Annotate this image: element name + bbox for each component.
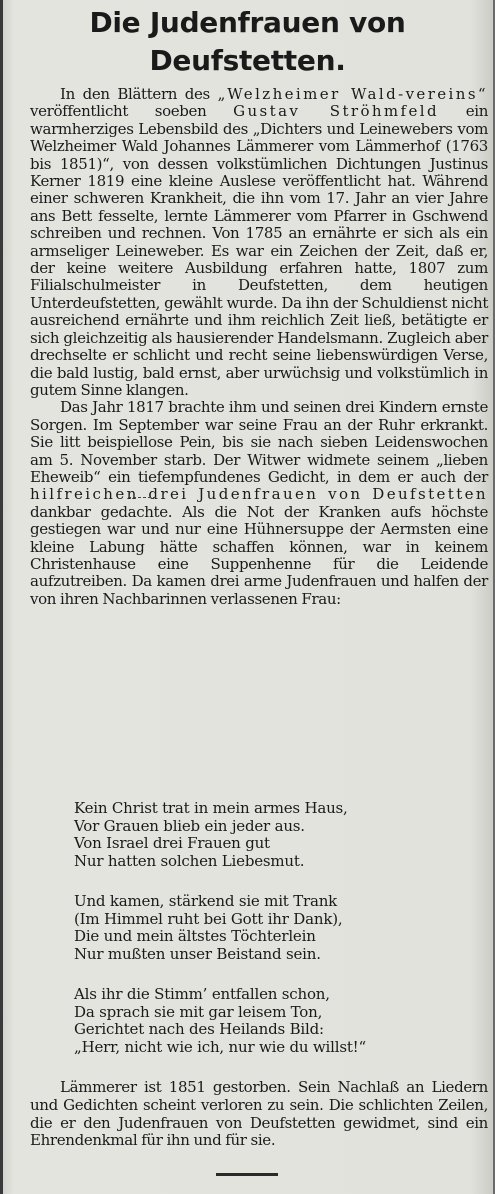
poem-line: Kein Christ trat in mein armes Haus, xyxy=(74,799,348,817)
poem-line: Nur mußten unser Beistand sein. xyxy=(74,944,321,963)
poem-line: Von Israel drei Frauen gut xyxy=(74,834,270,852)
separator-dash xyxy=(128,497,156,499)
spaced-text: hilfreichen drei Judenfrauen von Deufstetten xyxy=(30,485,488,504)
poem-line: Und kamen, stärkend sie mit Trank xyxy=(74,892,338,910)
poem-line: Die und mein ältstes Töchterlein xyxy=(74,927,316,945)
spaced-author-name: Gustav Ströhmfeld xyxy=(233,102,439,121)
headline-line-2: Deufstetten. xyxy=(149,44,346,77)
poem-line: Gerichtet nach des Heilands Bild: xyxy=(74,1020,324,1038)
poem-line: Nur hatten solchen Liebesmut. xyxy=(74,851,305,870)
poem-line: „Herr, nicht wie ich, nur wie du willst!“ xyxy=(74,1037,366,1056)
poem-stanza-1 xyxy=(74,800,474,870)
end-rule xyxy=(216,1173,278,1176)
poem-line: Als ihr die Stimm’ entfallen schon, xyxy=(74,985,330,1003)
poem-line: Vor Grauen blieb ein jeder aus. xyxy=(74,816,305,835)
article-body xyxy=(30,86,488,608)
closing-text: Lämmerer ist 1851 gestorben. Sein Nachlaß an Liedern und Gedichten scheint verloren zu sein. Die schlichten Zeilen, die er den Judenfrauen von Deufstetten gewidmet, sind ein Ehrendenkmal für ihn und für sie. xyxy=(30,1078,488,1150)
article-headline xyxy=(20,4,475,80)
paragraph-2 xyxy=(30,399,488,608)
paragraph-2-text: dankbar gedachte. Als die Not der Kranken aufs höchste gestiegen war und nur eine Hühnersuppe der Aermsten eine kleine Labung hätte schaffen können, war in keinem Christenhause eine Suppenhenne für die Leidende aufzutreiben. Da kamen drei arme Judenfrauen und halfen der von ihren Nachbarinnen verlassenen Frau: xyxy=(30,502,488,608)
spaced-text: vereins“ xyxy=(405,85,488,103)
headline-line-1: Die Judenfrauen von xyxy=(89,6,406,39)
paragraph-1-text: In den Blättern des xyxy=(60,85,218,103)
paragraph-1 xyxy=(30,86,488,399)
spaced-text: „Welzheimer Wald- xyxy=(217,85,406,103)
paragraph-1-text: veröffentlicht soeben xyxy=(30,102,234,121)
poem-line: Da sprach sie mit gar leisem Ton, xyxy=(74,1002,323,1021)
column-rule-left xyxy=(0,0,3,1194)
poem-line: (Im Himmel ruht bei Gott ihr Dank), xyxy=(74,909,343,928)
poem-stanza-2 xyxy=(74,893,474,963)
paragraph-1-text: ein warmherziges Lebensbild des „Dichters und Leinewebers vom Welzheimer Wald Johannes Lämmerer vom Lämmerhof (1763 bis 1851)“, von dessen volkstümlichen Dichtungen Justinus Kerner 1819 eine kleine Auslese veröffentlicht hat. Während einer schweren Krankheit, die ihn vom 17. Jahr an vier Jahre ans Bett fesselte, lernte Lämmerer vom Pfarrer in Gschwend schreiben und rechnen. Von 1785 an ernährte er sich als ein armseliger Leineweber. Es war ein Zeichen der Zeit, daß er, der keine weitere Ausbildung erfahren hatte, 1807 zum Filialschulmeister in Deufstetten, dem heutigen Unterdeufstetten, gewählt wurde. Da ihn der Schuldienst nicht ausreichend ernährte und ihm reichlich Zeit ließ, betätigte er sich gleichzeitig als hausierender Handelsmann. Zugleich aber drechselte er schlicht und recht seine liebenswürdigen Verse, die bald lustig, bald ernst, aber urwüchsig und volkstümlich in gutem Sinne klangen. xyxy=(30,102,489,399)
paragraph-2-text: Das Jahr 1817 brachte ihm und seinen drei Kindern ernste Sorgen. Im September war seine Frau an der Ruhr erkrankt. Sie litt beispiellose Pein, bis sie nach sieben Leidenswochen am 5. November starb. Der Witwer widmete seinem „lieben Eheweib“ ein tiefempfundenes Gedicht, in dem er auch der xyxy=(30,398,488,486)
closing-paragraph xyxy=(30,1079,488,1150)
poem-stanza-3 xyxy=(74,986,474,1056)
